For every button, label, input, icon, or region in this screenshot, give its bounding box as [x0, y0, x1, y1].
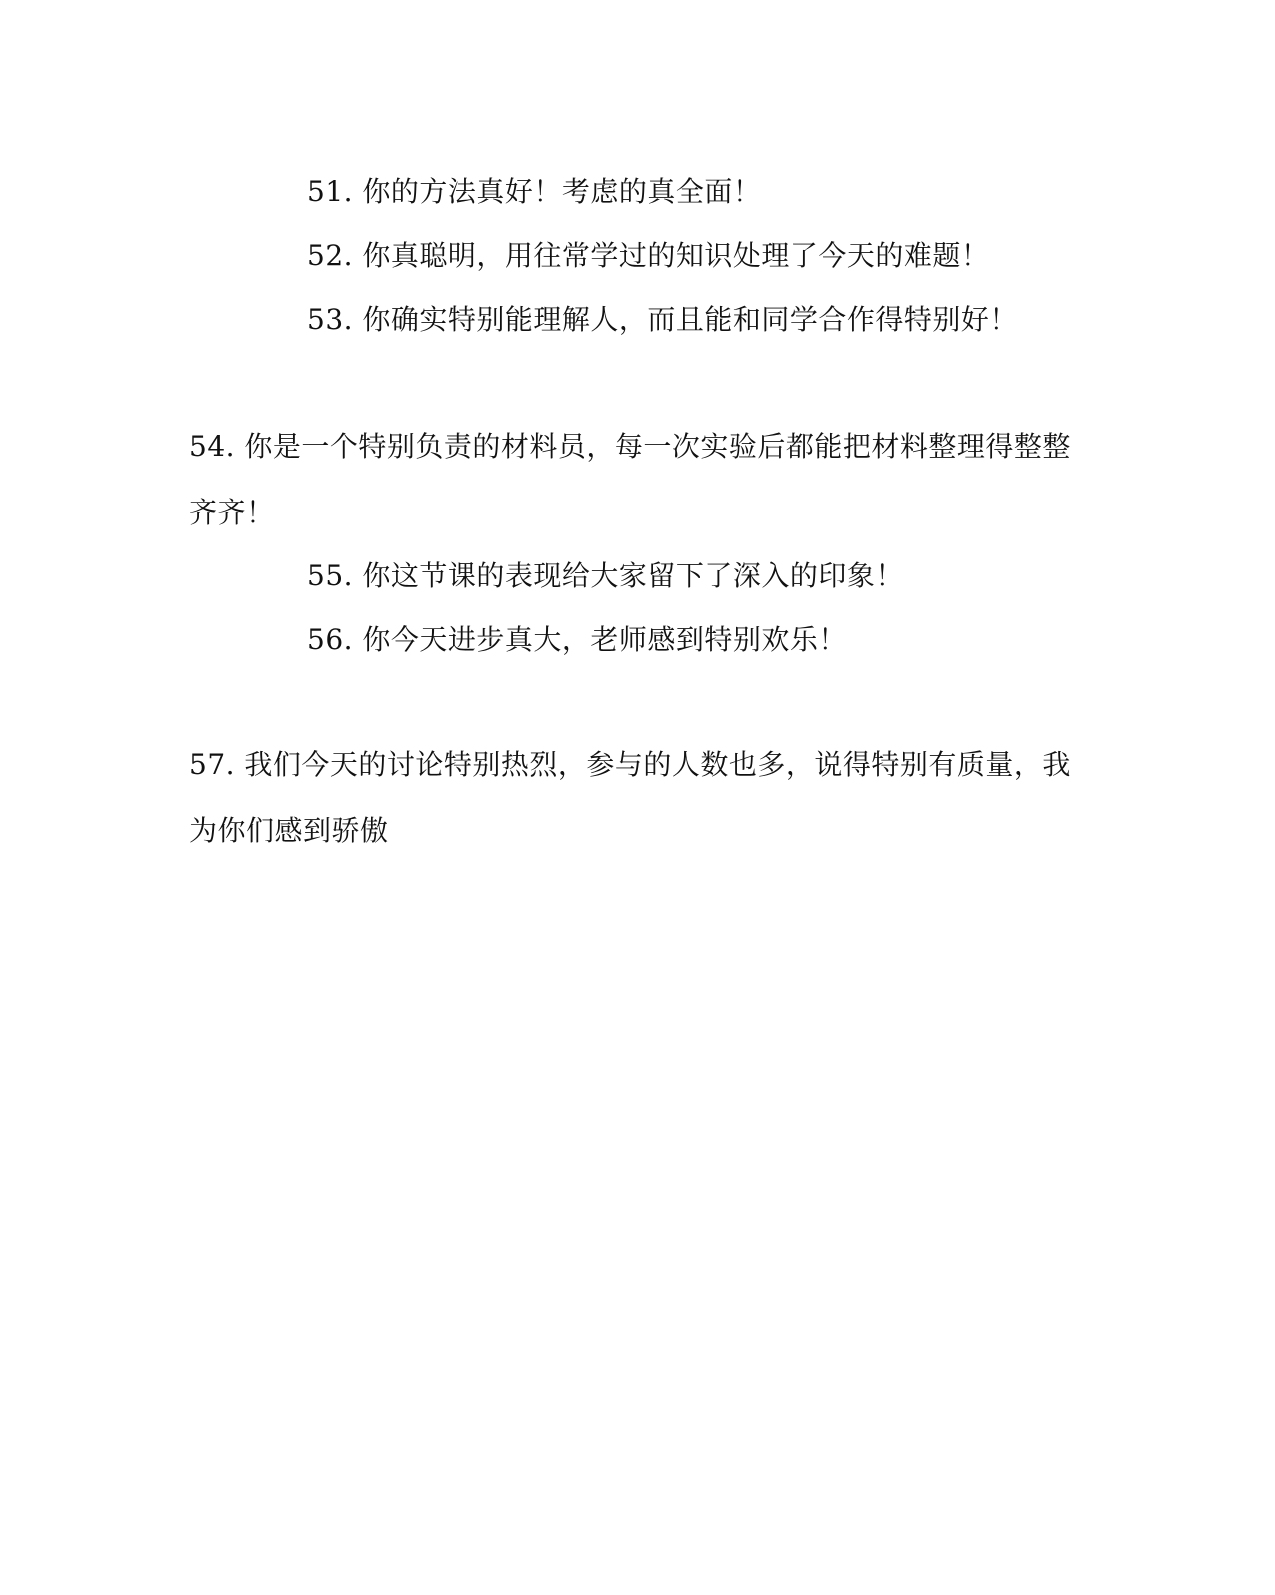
paragraph-56: 56. 你今天进步真大，老师感到特别欢乐！: [307, 623, 847, 656]
paragraph-51: 51. 你的方法真好！考虑的真全面！: [307, 175, 762, 208]
paragraph-52: 52. 你真聪明，用往常学过的知识处理了今天的难题！: [307, 239, 990, 272]
paragraph-57: 57. 我们今天的讨论特别热烈，参与的人数也多，说得特别有质量，我为你们感到骄傲: [189, 748, 1071, 847]
paragraph-53: 53. 你确实特别能理解人，而且能和同学合作得特别好！: [307, 303, 1018, 336]
paragraph-54: 54. 你是一个特别负责的材料员，每一次实验后都能把材料整理得整整齐齐！: [189, 430, 1071, 529]
paragraph-55: 55. 你这节课的表现给大家留下了深入的印象！: [307, 559, 904, 592]
